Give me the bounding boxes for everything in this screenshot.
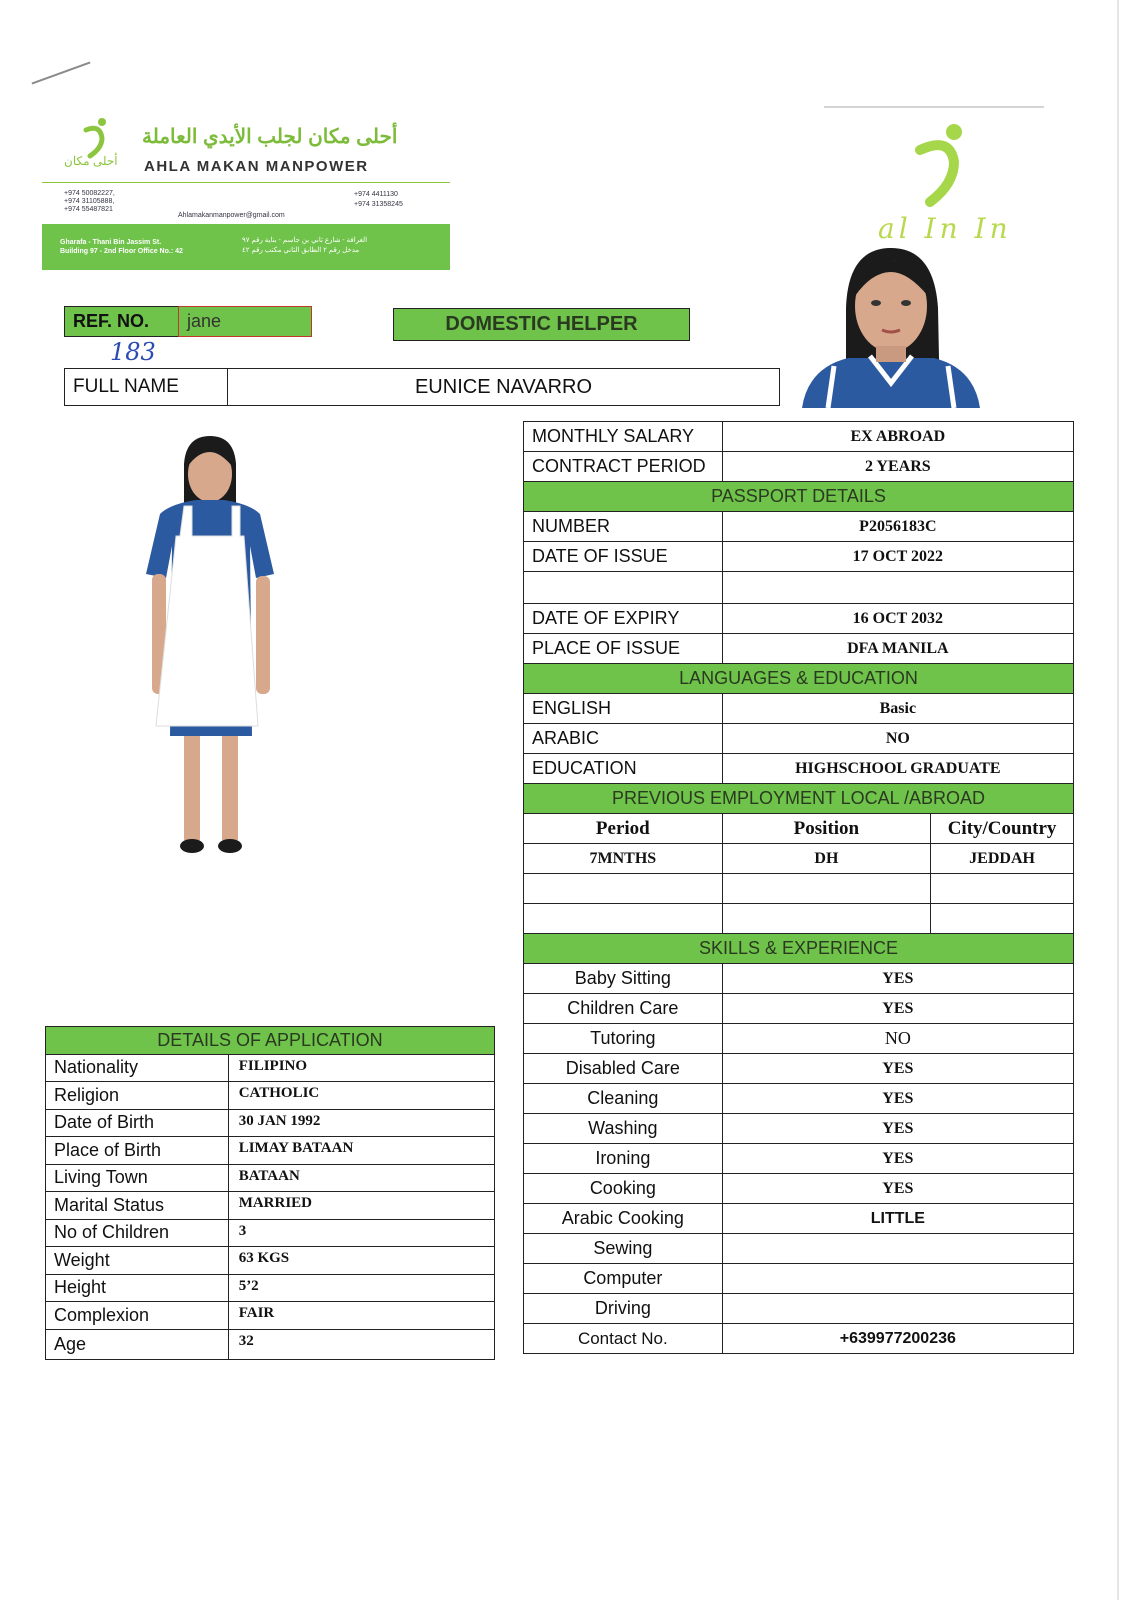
address-en: [60, 238, 183, 256]
passport-number-value: P2056183C: [722, 512, 1073, 542]
skill-value: NO: [722, 1024, 1073, 1054]
monthly-salary-value: EX ABROAD: [722, 422, 1073, 452]
skill-label: Children Care: [524, 994, 723, 1024]
scan-mark: [32, 61, 91, 84]
skill-value: YES: [722, 1084, 1073, 1114]
phone-line: +974 31105888,: [64, 198, 115, 205]
skill-value: YES: [722, 994, 1073, 1024]
company-logo-large-icon: [910, 122, 970, 208]
table-row: [46, 1164, 495, 1192]
detail-value: 32: [228, 1329, 494, 1359]
table-row: [524, 694, 1074, 724]
employment-header-city: City/Country: [931, 814, 1074, 844]
contact-value: +639977200236: [722, 1324, 1073, 1354]
detail-label: Height: [46, 1274, 229, 1302]
phones-right: [354, 190, 403, 210]
skill-row: [524, 964, 1074, 994]
skill-label: Computer: [524, 1264, 723, 1294]
address-line: مدخل رقم ٢ الطابق الثاني مكتب رقم ٤٢: [242, 247, 360, 254]
skill-label: Washing: [524, 1114, 723, 1144]
education-value: HIGHSCHOOL GRADUATE: [722, 754, 1073, 784]
skill-value: [722, 1234, 1073, 1264]
phone-line: +974 50082227,: [64, 190, 115, 197]
scan-edge: [1117, 0, 1119, 1600]
skill-label: Disabled Care: [524, 1054, 723, 1084]
detail-label: Marital Status: [46, 1192, 229, 1220]
fullname-value: EUNICE NAVARRO: [414, 375, 593, 398]
employment-period: 7MNTHS: [524, 844, 723, 874]
passport-section-header: PASSPORT DETAILS: [524, 482, 1074, 512]
table-row: [46, 1109, 495, 1137]
table-row: [524, 814, 1074, 844]
skill-label: Sewing: [524, 1234, 723, 1264]
detail-value: BATAAN: [228, 1164, 494, 1192]
ref-label: REF. NO.: [73, 311, 150, 331]
fullname-value-box: [227, 368, 780, 406]
table-row: [524, 604, 1074, 634]
letterhead: [42, 112, 450, 270]
table-row: [46, 1247, 495, 1275]
section-row: [524, 664, 1074, 694]
table-row: [524, 724, 1074, 754]
skill-label: Cleaning: [524, 1084, 723, 1114]
details-table: [45, 1026, 495, 1360]
section-row: [524, 934, 1074, 964]
table-row: [524, 572, 1074, 604]
skill-row: [524, 1144, 1074, 1174]
place-of-issue-label: PLACE OF ISSUE: [524, 634, 723, 664]
languages-section-header: LANGUAGES & EDUCATION: [524, 664, 1074, 694]
empty-cell: [524, 904, 723, 934]
table-row: [524, 422, 1074, 452]
contact-label: Contact No.: [524, 1324, 723, 1354]
skill-value: [722, 1294, 1073, 1324]
issue-date-label: DATE OF ISSUE: [524, 542, 723, 572]
empty-cell: [524, 874, 723, 904]
table-row: [46, 1219, 495, 1247]
detail-value: 5’2: [228, 1274, 494, 1302]
phone-line: +974 4411130: [354, 191, 398, 198]
contract-period-label: CONTRACT PERIOD: [524, 452, 723, 482]
detail-label: No of Children: [46, 1219, 229, 1247]
empty-cell: [722, 874, 930, 904]
detail-label: Place of Birth: [46, 1137, 229, 1165]
table-row: [46, 1137, 495, 1165]
detail-value: MARRIED: [228, 1192, 494, 1220]
skill-row: [524, 994, 1074, 1024]
fullname-label: FULL NAME: [73, 376, 179, 397]
address-ar: [242, 236, 434, 256]
skill-value: LITTLE: [722, 1204, 1073, 1234]
detail-label: Age: [46, 1329, 229, 1359]
table-row: [46, 1054, 495, 1082]
job-title: DOMESTIC HELPER: [445, 313, 638, 335]
logo-divider: [42, 182, 450, 183]
detail-value: LIMAY BATAAN: [228, 1137, 494, 1165]
skill-value: YES: [722, 1174, 1073, 1204]
phone-line: +974 31358245: [354, 201, 403, 208]
ref-value: jane: [187, 311, 222, 331]
employment-section-header: PREVIOUS EMPLOYMENT LOCAL /ABROAD: [524, 784, 1074, 814]
table-row: [524, 844, 1074, 874]
skill-row: [524, 1234, 1074, 1264]
detail-label: Date of Birth: [46, 1109, 229, 1137]
job-title-box: [393, 308, 690, 341]
skills-section-header: SKILLS & EXPERIENCE: [524, 934, 1074, 964]
skill-value: YES: [722, 1054, 1073, 1084]
employment-header-position: Position: [722, 814, 930, 844]
employment-header-period: Period: [524, 814, 723, 844]
table-row: [524, 542, 1074, 572]
detail-value: FILIPINO: [228, 1054, 494, 1082]
arabic-value: NO: [722, 724, 1073, 754]
table-row: [524, 904, 1074, 934]
details-section-header: DETAILS OF APPLICATION: [46, 1027, 495, 1055]
company-arabic-name: أحلى مكان لجلب الأيدي العاملة: [142, 126, 398, 148]
table-row: [524, 874, 1074, 904]
empty-cell: [931, 874, 1074, 904]
portrait-photo: [788, 248, 994, 408]
expiry-date-label: DATE OF EXPIRY: [524, 604, 723, 634]
education-label: EDUCATION: [524, 754, 723, 784]
table-row: [46, 1082, 495, 1110]
phone-line: +974 55487821: [64, 206, 113, 213]
profile-table: [523, 421, 1074, 1354]
table-row: [524, 634, 1074, 664]
skill-row: [524, 1294, 1074, 1324]
detail-value: 30 JAN 1992: [228, 1109, 494, 1137]
empty-cell: [722, 904, 930, 934]
english-value: Basic: [722, 694, 1073, 724]
skill-value: YES: [722, 1144, 1073, 1174]
skill-row: [524, 1054, 1074, 1084]
detail-value: 63 KGS: [228, 1247, 494, 1275]
detail-label: Complexion: [46, 1302, 229, 1330]
skill-row: [524, 1204, 1074, 1234]
empty-cell: [722, 572, 1073, 604]
empty-cell: [931, 904, 1074, 934]
section-row: [524, 482, 1074, 512]
skill-value: [722, 1264, 1073, 1294]
employment-city: JEDDAH: [931, 844, 1074, 874]
table-row: [46, 1329, 495, 1359]
skill-value: YES: [722, 964, 1073, 994]
ref-handwritten: 183: [110, 338, 156, 366]
contract-period-value: 2 YEARS: [722, 452, 1073, 482]
contact-row: [524, 1324, 1074, 1354]
arabic-label: ARABIC: [524, 724, 723, 754]
signature: al In In: [878, 212, 1012, 245]
monthly-salary-label: MONTHLY SALARY: [524, 422, 723, 452]
english-label: ENGLISH: [524, 694, 723, 724]
skill-row: [524, 1114, 1074, 1144]
detail-value: FAIR: [228, 1302, 494, 1330]
ref-value-box: [178, 306, 312, 337]
detail-label: Weight: [46, 1247, 229, 1275]
expiry-date-value: 16 OCT 2032: [722, 604, 1073, 634]
detail-label: Nationality: [46, 1054, 229, 1082]
company-english-name: AHLA MAKAN MANPOWER: [144, 158, 369, 175]
skill-row: [524, 1174, 1074, 1204]
detail-label: Living Town: [46, 1164, 229, 1192]
address-line: Gharafa - Thani Bin Jassim St.: [60, 239, 162, 246]
skill-value: YES: [722, 1114, 1073, 1144]
skill-label: Arabic Cooking: [524, 1204, 723, 1234]
detail-label: Religion: [46, 1082, 229, 1110]
skill-label: Tutoring: [524, 1024, 723, 1054]
skill-label: Ironing: [524, 1144, 723, 1174]
table-row: [524, 452, 1074, 482]
skill-label: Driving: [524, 1294, 723, 1324]
table-row: [524, 512, 1074, 542]
full-body-photo: [140, 436, 282, 858]
empty-cell: [524, 572, 723, 604]
address-line: Building 97 - 2nd Floor Office No.: 42: [60, 248, 183, 255]
fullname-label-box: [64, 368, 228, 406]
skill-row: [524, 1264, 1074, 1294]
section-row: [524, 784, 1074, 814]
table-row: [46, 1302, 495, 1330]
employment-position: DH: [722, 844, 930, 874]
table-row: [46, 1192, 495, 1220]
address-line: الغرافة - شارع ثاني بن جاسم - بناية رقم ٩٧: [242, 237, 368, 244]
detail-value: CATHOLIC: [228, 1082, 494, 1110]
skill-label: Cooking: [524, 1174, 723, 1204]
skill-row: [524, 1084, 1074, 1114]
logo-small-arabic: أحلى مكان: [64, 154, 118, 168]
place-of-issue-value: DFA MANILA: [722, 634, 1073, 664]
detail-value: 3: [228, 1219, 494, 1247]
company-email: Ahlamakanmanpower@gmail.com: [178, 212, 285, 219]
skill-row: [524, 1024, 1074, 1054]
scan-line: [824, 106, 1044, 108]
table-row: [46, 1274, 495, 1302]
ref-label-box: [64, 306, 179, 337]
passport-number-label: NUMBER: [524, 512, 723, 542]
address-bar: [42, 224, 450, 270]
section-row: [46, 1027, 495, 1055]
phones-left: [64, 190, 115, 214]
table-row: [524, 754, 1074, 784]
skill-label: Baby Sitting: [524, 964, 723, 994]
issue-date-value: 17 OCT 2022: [722, 542, 1073, 572]
